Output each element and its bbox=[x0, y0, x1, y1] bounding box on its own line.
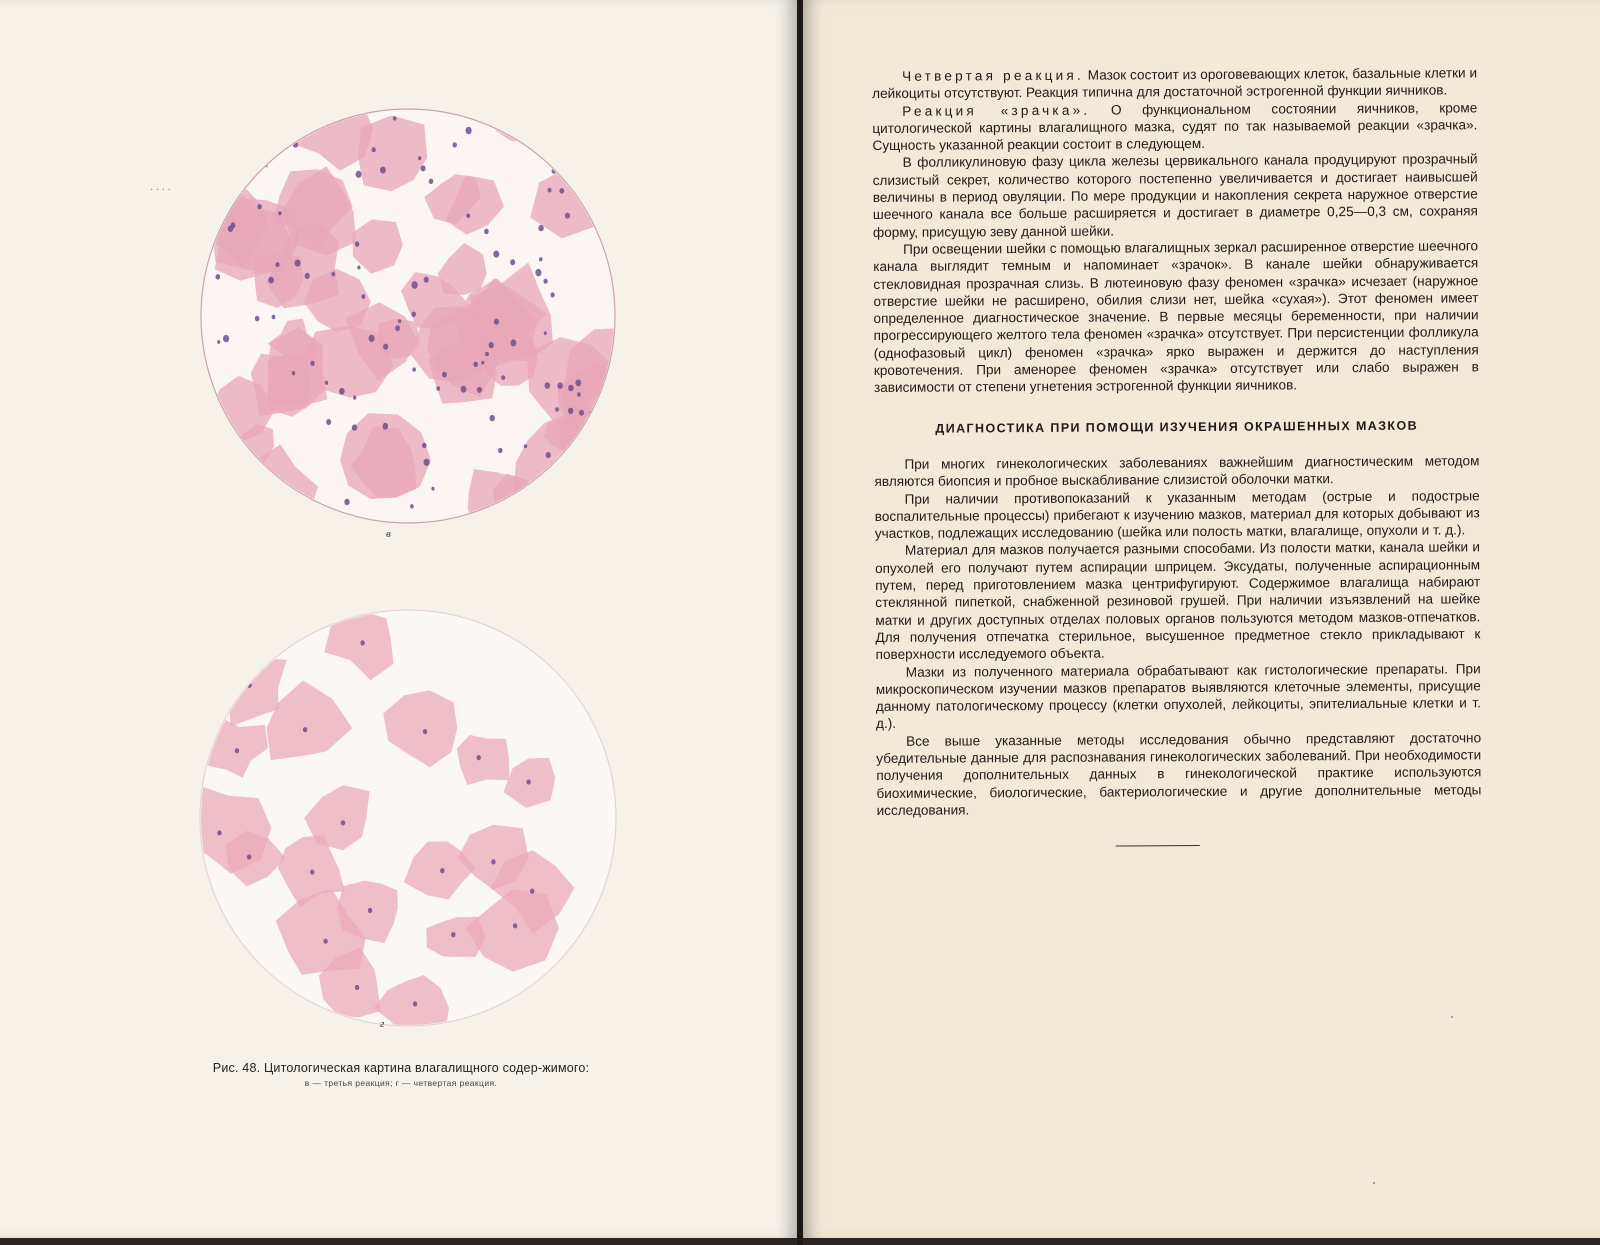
cell-nucleus bbox=[451, 932, 455, 937]
cell-nucleus bbox=[568, 385, 574, 392]
cell-nucleus bbox=[494, 319, 499, 325]
cell-nucleus bbox=[513, 923, 517, 928]
cell-nucleus bbox=[290, 129, 294, 133]
cell-nucleus bbox=[398, 319, 401, 323]
cell-nucleus bbox=[218, 480, 224, 487]
section-heading: ДИАГНОСТИКА ПРИ ПОМОЩИ ИЗУЧЕНИЯ ОКРАШЕННЫХ МАЗКОВ bbox=[935, 418, 1419, 436]
cell-nucleus bbox=[473, 362, 478, 367]
cell-nucleus bbox=[510, 259, 515, 265]
cell-nucleus bbox=[352, 424, 357, 430]
cell-nucleus bbox=[566, 457, 572, 464]
cell-nucleus bbox=[303, 499, 309, 506]
cell-nucleus bbox=[353, 396, 356, 400]
cell-nucleus bbox=[217, 830, 221, 835]
cell-nucleus bbox=[551, 292, 555, 297]
cell-nucleus bbox=[355, 985, 359, 990]
cell-nucleus bbox=[594, 197, 597, 201]
cell-nucleus bbox=[539, 257, 543, 261]
micrograph-fourth-reaction bbox=[193, 608, 623, 1036]
paper-speck bbox=[1451, 1016, 1453, 1018]
cell-nucleus bbox=[341, 820, 345, 825]
cell-nucleus bbox=[278, 211, 281, 215]
cell-nucleus bbox=[395, 325, 400, 331]
cell-nucleus bbox=[548, 188, 552, 193]
cell-nucleus bbox=[436, 386, 440, 391]
cell-nucleus bbox=[536, 143, 541, 149]
cell-nucleus bbox=[292, 371, 295, 375]
cell-nucleus bbox=[577, 392, 581, 396]
cell-nucleus bbox=[369, 335, 375, 342]
cell-nucleus bbox=[243, 156, 246, 160]
paragraph-text: Мазок состоит из ороговевающих клеток, базальные клетки и лейкоциты отсутствуют. Реакция типична для достаточной эстрогенной функции яичников. bbox=[872, 65, 1478, 102]
cell-nucleus bbox=[310, 870, 314, 875]
cell-nucleus bbox=[466, 127, 472, 134]
epithelial-cell bbox=[457, 735, 510, 785]
cell-nucleus bbox=[535, 269, 541, 276]
paragraph: Материал для мазков получается разными способами. Из полости матки, канала шейки и опухолей его получают путем аспирации шприцем. Эксудаты, полученные аспирационным путем, перед приготовлением мазка центрифугируют. Содержимое влагалища набирают стеклянной пипеткой, снабженной резиновой грушей. При наличии изъязвлений на шейке матки и других доступных отделах половых органов пользуются методом мазков-отпечатков. Для получения отпечатка стерильное, высушенное предметное стекло прикладывают к поверхности исследуемого объекта. bbox=[875, 539, 1481, 663]
micrograph-third-reaction bbox=[193, 108, 623, 528]
paragraph: Все выше указанные методы исследования обычно представляют достаточно убедительные данные для распознавания гинекологических заболеваний. При необходимости получения дополнительных данных в гинекологической практике используются биохимические, биологические, бактериологические и другие дополнительные методы исследования. bbox=[876, 729, 1482, 818]
cell-nucleus bbox=[466, 213, 470, 218]
cell-nucleus bbox=[245, 139, 250, 145]
cell-nucleus bbox=[339, 388, 345, 395]
cell-nucleus bbox=[544, 331, 547, 335]
cell-nucleus bbox=[325, 381, 328, 385]
cell-nucleus bbox=[412, 281, 418, 289]
cell-nucleus bbox=[357, 266, 360, 270]
cell-nucleus bbox=[310, 361, 314, 366]
cell-nucleus bbox=[546, 452, 551, 458]
cell-nucleus bbox=[557, 383, 562, 389]
cell-nucleus bbox=[418, 156, 421, 160]
cell-nucleus bbox=[424, 459, 430, 466]
cell-nucleus bbox=[380, 167, 386, 174]
body-text-column bbox=[872, 64, 1482, 848]
cell-nucleus bbox=[355, 241, 359, 246]
cell-nucleus bbox=[247, 854, 251, 859]
cell-nucleus bbox=[538, 225, 543, 231]
cell-nucleus bbox=[275, 262, 279, 267]
cell-nucleus bbox=[305, 273, 310, 279]
cell-nucleus bbox=[223, 335, 229, 342]
panel-label-lower: г bbox=[380, 1018, 385, 1030]
cell-nucleus bbox=[545, 382, 551, 389]
run-in-heading: Реакция «зрачка». bbox=[902, 102, 1091, 119]
cell-nucleus bbox=[231, 222, 236, 228]
cell-nucleus bbox=[423, 729, 427, 734]
cell-nucleus bbox=[244, 158, 250, 165]
cell-nucleus bbox=[372, 147, 376, 152]
cell-nucleus bbox=[272, 315, 276, 320]
cell-nucleus bbox=[244, 154, 249, 159]
cell-nucleus bbox=[582, 131, 586, 135]
cell-nucleus bbox=[383, 423, 389, 430]
run-in-heading: Четвертая реакция. bbox=[902, 67, 1084, 84]
cell-nucleus bbox=[283, 502, 289, 509]
cell-nucleus bbox=[568, 137, 574, 144]
cell-nucleus bbox=[424, 277, 429, 283]
paragraph: При многих гинекологических заболеваниях важнейшим диагностическим методом являются биопсия и пробное выскабливание слизистой оболочки матки. bbox=[874, 453, 1480, 490]
cell-nucleus bbox=[422, 443, 427, 449]
cell-nucleus bbox=[575, 379, 581, 386]
cell-nucleus bbox=[257, 204, 261, 209]
cell-nucleus bbox=[410, 504, 414, 508]
cell-nucleus bbox=[453, 142, 457, 147]
cell-nucleus bbox=[213, 203, 218, 209]
cell-nucleus bbox=[578, 139, 582, 144]
cell-nucleus bbox=[440, 868, 444, 873]
cell-nucleus bbox=[413, 1001, 417, 1006]
cell-nucleus bbox=[213, 131, 218, 137]
cell-nucleus bbox=[421, 165, 426, 171]
cell-nucleus bbox=[412, 312, 416, 317]
cell-nucleus bbox=[555, 407, 559, 412]
cell-nucleus bbox=[431, 487, 434, 491]
cell-nucleus bbox=[442, 372, 447, 378]
epithelial-cell bbox=[558, 483, 602, 526]
cell-nucleus bbox=[326, 419, 331, 425]
cell-nucleus bbox=[559, 188, 564, 194]
cell-nucleus bbox=[323, 939, 327, 944]
cell-nucleus bbox=[491, 859, 495, 864]
cell-nucleus bbox=[481, 361, 484, 365]
cell-nucleus bbox=[255, 316, 260, 322]
paragraph: В фолликулиновую фазу цикла железы цервикального канала продуцируют прозрачный слизистый секрет, количество которого постепенно увеличивается и достигает наивысшей величины в период овуляции. По мере продукции и накопления секрета наружное отверстие шеечного канала все больше расширяется и достигает в диаметре 0,25—0,3 см, сохраняя форму, присущую зеву данной шейки. bbox=[872, 151, 1478, 240]
caption-sub: в — третья реакция; г — четвертая реакция. bbox=[304, 1078, 498, 1088]
paragraph-pupil-reaction bbox=[872, 99, 1477, 155]
epithelial-cell bbox=[574, 113, 623, 177]
cell-nucleus bbox=[530, 889, 534, 894]
cell-nucleus bbox=[224, 473, 229, 479]
paragraph: Мазки из полученного материала обрабатывают как гистологические препараты. При микроскопическом изучении мазков препаратов выявляются клеточные элементы, присущие данному патологическому процессу (клетки опухолей, лейкоциты, эпителиальные клетки и т. д.). bbox=[875, 660, 1481, 732]
cell-nucleus bbox=[530, 498, 536, 505]
cell-nucleus bbox=[412, 367, 416, 371]
cell-nucleus bbox=[477, 755, 481, 760]
cell-nucleus bbox=[490, 415, 495, 421]
panel-label-upper: в bbox=[386, 528, 391, 540]
cell-nucleus bbox=[215, 496, 220, 502]
cell-nucleus bbox=[493, 251, 499, 258]
cell-nucleus bbox=[356, 171, 362, 178]
cell-nucleus bbox=[524, 444, 527, 448]
cell-nucleus bbox=[235, 748, 239, 753]
cell-nucleus bbox=[331, 272, 335, 277]
cell-nucleus bbox=[216, 131, 221, 137]
stray-print-marks: · · · · bbox=[150, 185, 171, 196]
cell-nucleus bbox=[429, 179, 434, 184]
paragraph: При наличии противопоказаний к указанным методам (острые и подострые воспалительные процессы) прибегают к изучению мазков, материал для которых добывают из участков, подлежащих исследованию (шейка или полость матки, влагалище, опухоли и т. д.). bbox=[874, 487, 1480, 542]
cell-nucleus bbox=[295, 131, 300, 137]
cell-nucleus bbox=[344, 499, 349, 505]
cell-nucleus bbox=[484, 229, 489, 235]
cell-nucleus bbox=[568, 408, 573, 414]
cell-nucleus bbox=[541, 129, 547, 136]
cell-nucleus bbox=[588, 469, 594, 476]
cell-nucleus bbox=[477, 387, 482, 393]
cell-nucleus bbox=[303, 727, 307, 732]
left-page bbox=[0, 0, 797, 1238]
cell-nucleus bbox=[393, 116, 397, 120]
cell-nucleus bbox=[511, 339, 517, 346]
figure-caption bbox=[186, 1061, 616, 1088]
paragraph-text: О функциональном состоянии яичников, кроме цитологической картины влагалищного мазка, судят по так называемой реакции «зрачка». Сущность указанной реакции состоит в следующем. bbox=[872, 99, 1478, 154]
cell-nucleus bbox=[368, 908, 372, 913]
cell-nucleus bbox=[501, 375, 505, 380]
cell-nucleus bbox=[383, 344, 388, 350]
caption-main: Рис. 48. Цитологическая картина влагалищного содер-жимого: bbox=[212, 1061, 590, 1075]
cell-nucleus bbox=[295, 260, 301, 267]
cell-nucleus bbox=[543, 279, 547, 284]
cell-nucleus bbox=[360, 640, 364, 645]
cell-nucleus bbox=[485, 352, 489, 357]
paper-speck bbox=[1373, 1182, 1375, 1184]
cell-nucleus bbox=[526, 779, 530, 784]
paragraph-fourth-reaction bbox=[872, 64, 1477, 102]
cell-nucleus bbox=[216, 274, 221, 279]
cell-nucleus bbox=[268, 277, 274, 284]
cell-nucleus bbox=[361, 294, 365, 299]
cell-nucleus bbox=[461, 386, 467, 393]
cell-nucleus bbox=[489, 342, 494, 348]
cell-nucleus bbox=[498, 448, 502, 453]
cell-nucleus bbox=[217, 340, 220, 344]
cell-nucleus bbox=[579, 410, 584, 416]
epithelial-cell bbox=[193, 459, 244, 510]
cell-nucleus bbox=[565, 213, 570, 219]
paragraph: При освещении шейки с помощью влагалищных зеркал расширенное отверстие шеечного канала выглядит темным и напоминает «зрачок». В канале шейки обнаруживается стекловидная прозрачная слизь. В лютеиновую фазу феномен «зрачка» исчезает (наружное отверстие шейки не расширено, обилия слизи нет, шейка «сухая»). Этот феномен имеет определенное диагностическое значение. В первые месяцы беременности, при наличии прогрессирующего желтого тела феномен «зрачка» отсутствует. При персистенции фолликула (однофазовый цикл) феномен «зрачка» ярко выражен и держится до наступления кровотечения. При аменорее феномен «зрачка» отсутствует или слабо выражен в зависимости от степени угнетения эстрогенной функции яичников. bbox=[873, 238, 1479, 396]
